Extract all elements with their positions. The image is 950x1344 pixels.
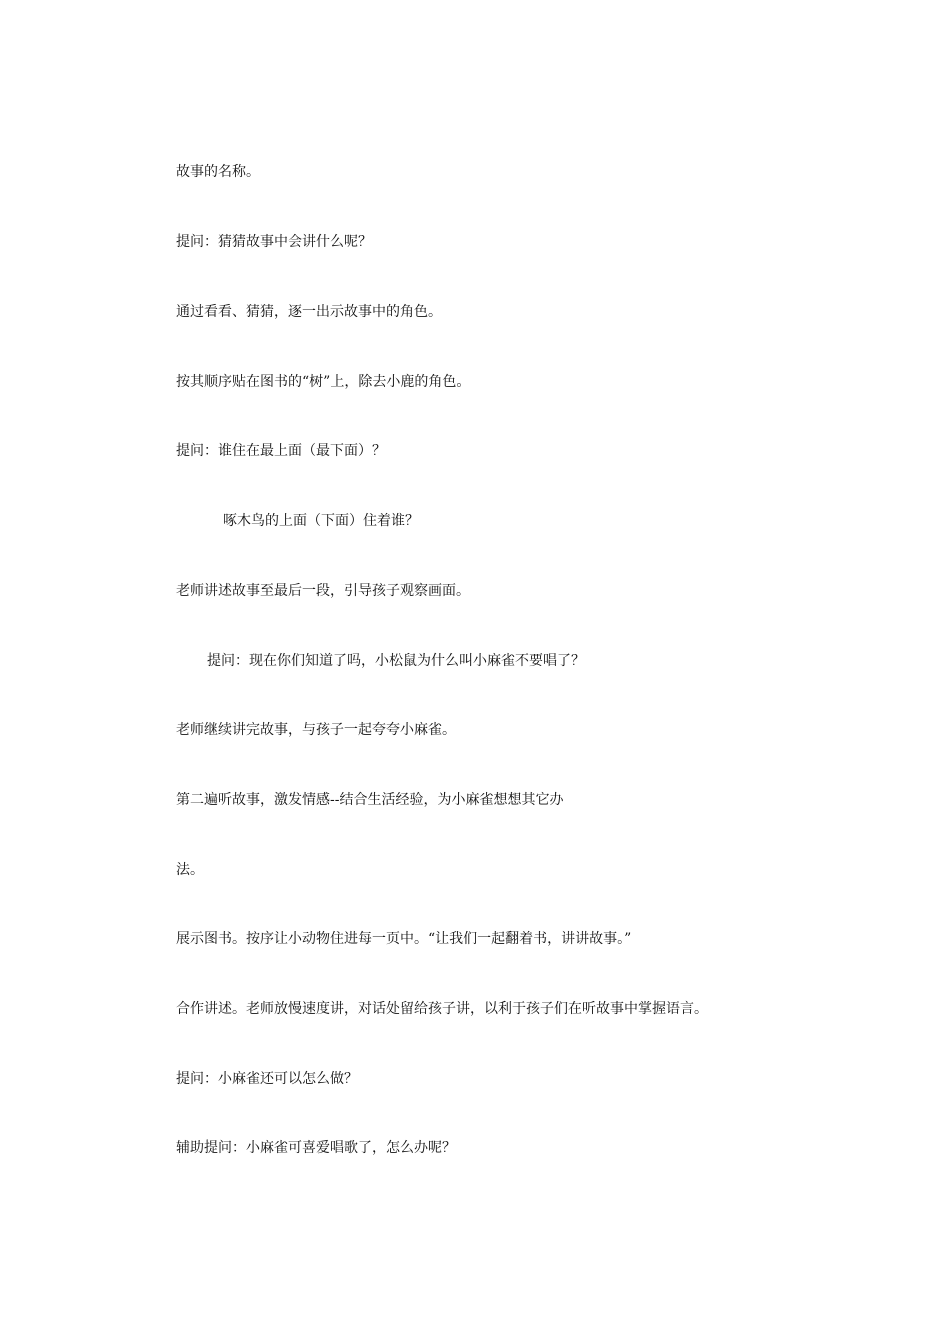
text-line-show-book: 展示图书。按序让小动物住进每一页中。“让我们一起翻着书，讲讲故事。”	[176, 931, 632, 947]
text-line-question-top: 提问：谁住在最上面（最下面）？	[176, 443, 386, 459]
text-line-question-guess: 提问：猜猜故事中会讲什么呢？	[176, 234, 372, 250]
text-line-show-roles: 通过看看、猜猜，逐一出示故事中的角色。	[176, 304, 442, 320]
text-line-aux-question: 辅助提问：小麻雀可喜爱唱歌了，怎么办呢？	[176, 1140, 456, 1156]
text-line-woodpecker: 啄木鸟的上面（下面）住着谁？	[223, 513, 419, 529]
text-line-second-listen: 第二遍听故事，激发情感--结合生活经验，为小麻雀想想其它办	[176, 792, 564, 808]
text-line-method-end: 法。	[176, 862, 204, 878]
text-line-cooperative: 合作讲述。老师放慢速度讲，对话处留给孩子讲，以利于孩子们在听故事中掌握语言。	[176, 1001, 708, 1017]
text-line-paste-tree: 按其顺序贴在图书的“树”上，除去小鹿的角色。	[176, 374, 471, 390]
text-line-teacher-narrates: 老师讲述故事至最后一段，引导孩子观察画面。	[176, 583, 470, 599]
text-line-teacher-finishes: 老师继续讲完故事，与孩子一起夸夸小麻雀。	[176, 722, 456, 738]
text-line-question-squirrel: 提问：现在你们知道了吗，小松鼠为什么叫小麻雀不要唱了？	[207, 653, 585, 669]
text-line-question-sparrow: 提问：小麻雀还可以怎么做？	[176, 1071, 358, 1087]
text-line-story-name: 故事的名称。	[176, 164, 260, 180]
